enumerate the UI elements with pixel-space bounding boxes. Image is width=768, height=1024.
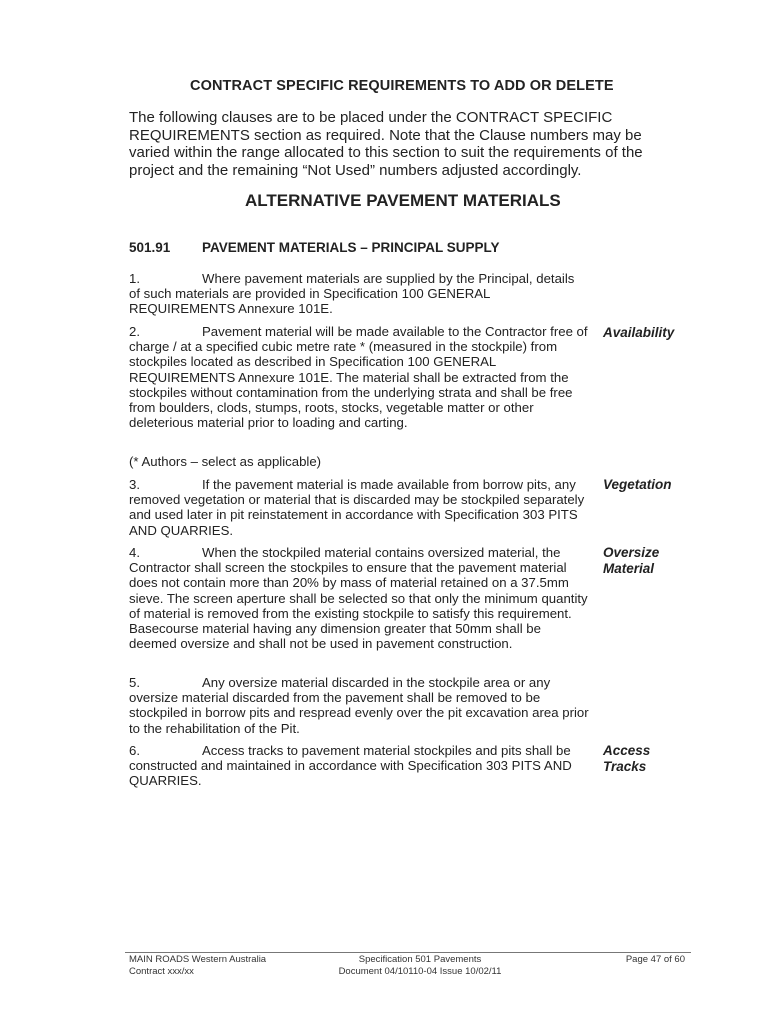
side-note-access-tracks: [603, 743, 693, 775]
paragraph-5: [129, 675, 589, 736]
clause-heading: [129, 240, 500, 255]
paragraph-text: When the stockpiled material contains oversized material, the Contractor shall screen the stockpiles to ensure that the pavement material does not contain more than 20% by mass of material retained on a 37.5mm sieve. The screen aperture shall be selected so that only the minimum quantity of material is removed from the existing stockpile to satisfy this requirement. Basecourse material having any dimension greater that 50mm shall be deemed oversize and shall not be used in pavement construction.: [129, 545, 588, 652]
footer-document: Document 04/10110-04 Issue 10/02/11: [338, 966, 502, 977]
paragraph-4: [129, 545, 589, 651]
side-note-line: Material: [603, 561, 655, 576]
footer-contract: Contract xxx/xx: [129, 966, 194, 977]
paragraph-number: 1.: [129, 271, 140, 286]
paragraph-text: Access tracks to pavement material stockpiles and pits shall be constructed and maintained in accordance with Specification 303 PITS AND QUARRIES.: [129, 743, 572, 789]
paragraph-authors-note: [129, 454, 589, 469]
intro-paragraph: The following clauses are to be placed under the CONTRACT SPECIFIC REQUIREMENTS section as required. Note that the Clause numbers may be varied within the range allocated to this section to suit the requirements of the project and the remaining “Not Used” numbers adjusted accordingly.: [129, 109, 643, 179]
paragraph-text: Any oversize material discarded in the stockpile area or any oversize material discarded from the pavement shall be removed to be stockpiled in borrow pits and respread evenly over the pit excavation area prior to the rehabilitation of the Pit.: [129, 675, 589, 736]
footer-org: MAIN ROADS Western Australia: [129, 954, 267, 965]
paragraph-number: 3.: [129, 477, 140, 492]
footer-divider: [125, 952, 691, 953]
paragraph-2: [129, 324, 589, 430]
paragraph-text: (* Authors – select as applicable): [129, 454, 322, 469]
footer-left: [129, 954, 266, 978]
side-note-line: Oversize: [603, 545, 660, 560]
paragraph-number: 2.: [129, 324, 140, 339]
paragraph-text: Pavement material will be made available to the Contractor free of charge / at a specified cubic metre rate * (measured in the stockpile) from stockpiles located as described in Specification 100 GENERAL REQUIREMENTS Annexure 101E. The material shall be extracted from the stockpiles without contamination from the underlying strata and shall be free from boulders, clods, stumps, roots, stocks, vegetable matter or other deleterious material prior to loading and carting.: [129, 324, 588, 431]
page-heading: CONTRACT SPECIFIC REQUIREMENTS TO ADD OR DELETE: [190, 78, 614, 94]
paragraph-3: [129, 477, 589, 538]
side-note-line: Tracks: [603, 759, 647, 774]
side-note-availability: Availability: [603, 325, 675, 340]
side-note-line: Access: [603, 743, 651, 758]
side-note-oversize-material: [603, 545, 693, 577]
paragraph-text: Where pavement materials are supplied by the Principal, details of such materials are provided in Specification 100 GENERAL REQUIREMENTS Annexure 101E.: [129, 271, 575, 317]
paragraph-text: If the pavement material is made available from borrow pits, any removed vegetation or material that is discarded may be stockpiled separately and used later in pit reinstatement in accordance with Specification 303 PITS AND QUARRIES.: [129, 477, 585, 538]
clause-title: PAVEMENT MATERIALS – PRINCIPAL SUPPLY: [202, 240, 500, 255]
footer-spec: Specification 501 Pavements: [358, 954, 482, 965]
paragraph-1: [129, 271, 589, 317]
side-note-vegetation: Vegetation: [603, 477, 672, 492]
footer-page-number: Page 47 of 60: [625, 954, 685, 965]
paragraph-6: [129, 743, 589, 789]
footer-center: [330, 954, 510, 978]
clause-number: 501.91: [129, 240, 171, 255]
section-title: ALTERNATIVE PAVEMENT MATERIALS: [245, 191, 561, 210]
paragraph-number: 5.: [129, 675, 140, 690]
paragraph-number: 6.: [129, 743, 140, 758]
paragraph-number: 4.: [129, 545, 140, 560]
